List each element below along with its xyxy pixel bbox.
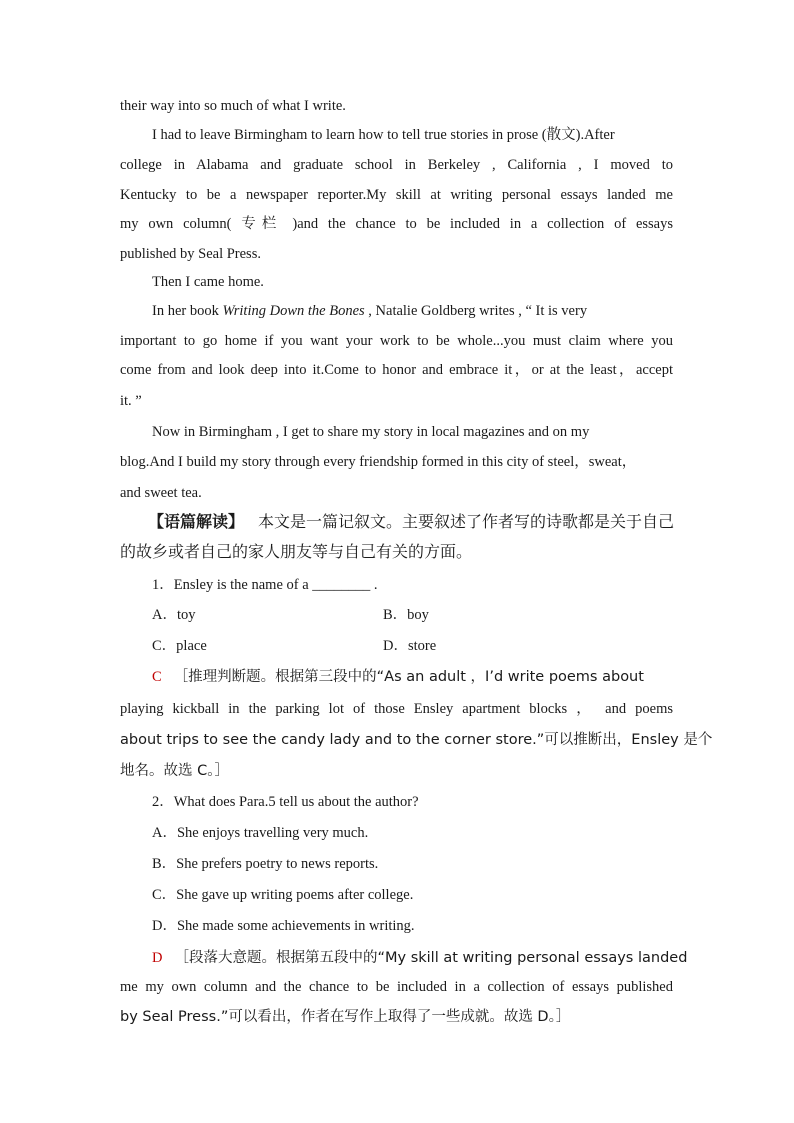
analysis-line bbox=[148, 511, 674, 533]
answer-key: D bbox=[152, 950, 163, 966]
passage-line: Kentucky to be a newspaper reporter.My skill at writing personal essays landed me bbox=[120, 187, 673, 203]
explanation-line: 地名。故选 C。］ bbox=[120, 763, 229, 779]
passage-line: I had to leave Birmingham to learn how to tell true stories in prose (散文).After bbox=[152, 127, 615, 143]
explanation-line: by Seal Press.”可以看出，作者在写作上取得了一些成就。故选 D。］ bbox=[120, 1009, 571, 1025]
explanation-line: playing kickball in the parking lot of those Ensley apartment blocks ， and poems bbox=[120, 701, 673, 717]
explanation-line: me my own column and the chance to be included in a collection of essays published bbox=[120, 979, 673, 995]
option-d: D．store bbox=[383, 638, 437, 654]
question-stem: 1．Ensley is the name of a ________ . bbox=[152, 577, 378, 593]
explanation-line: about trips to see the candy lady and to the corner store.”可以推断出，Ensley 是个 bbox=[120, 732, 713, 748]
passage-line: college in Alabama and graduate school in Berkeley , California , I moved to bbox=[120, 157, 673, 173]
option-a: A．toy bbox=[152, 607, 196, 623]
explanation-text: ［推理判断题。根据第三段中的“As an adult ，I’d write poems about bbox=[173, 669, 644, 685]
passage-line: important to go home if you want your work to be whole...you must claim where you bbox=[120, 333, 673, 349]
answer-line bbox=[152, 947, 687, 969]
book-title: Writing Down the Bones bbox=[222, 303, 365, 319]
option-c: C．She gave up writing poems after college. bbox=[152, 887, 414, 903]
option-b: B．boy bbox=[383, 607, 429, 623]
passage-line: published by Seal Press. bbox=[120, 246, 261, 262]
analysis-label: 【语篇解读】 bbox=[148, 512, 245, 531]
passage-line: and sweet tea. bbox=[120, 485, 202, 501]
passage-line bbox=[152, 300, 587, 322]
analysis-text: 本文是一篇记叙文。主要叙述了作者写的诗歌都是关于自己 bbox=[258, 512, 675, 531]
question-stem: 2．What does Para.5 tell us about the author? bbox=[152, 794, 419, 810]
option-a: A．She enjoys travelling very much. bbox=[152, 825, 369, 841]
option-d: D．She made some achievements in writing. bbox=[152, 918, 415, 934]
passage-text: In her book bbox=[152, 303, 223, 319]
explanation-text: ［段落大意题。根据第五段中的“My skill at writing personal essays landed bbox=[174, 950, 688, 966]
option-c: C．place bbox=[152, 638, 207, 654]
passage-line: Now in Birmingham , I get to share my story in local magazines and on my bbox=[152, 424, 590, 440]
passage-line: their way into so much of what I write. bbox=[120, 98, 346, 114]
passage-line: blog.And I build my story through every friendship formed in this city of steel，sweat， bbox=[120, 454, 637, 470]
answer-key: C bbox=[152, 669, 162, 685]
answer-line bbox=[152, 666, 644, 688]
passage-line: Then I came home. bbox=[152, 274, 264, 290]
passage-line: come from and look deep into it.Come to honor and embrace it，or at the least，accept bbox=[120, 362, 673, 378]
passage-text: , Natalie Goldberg writes , “ It is very bbox=[364, 303, 588, 319]
analysis-line: 的故乡或者自己的家人朋友等与自己有关的方面。 bbox=[120, 542, 473, 561]
passage-line: my own column( 专栏 )and the chance to be included in a collection of essays bbox=[120, 216, 673, 232]
option-b: B．She prefers poetry to news reports. bbox=[152, 856, 379, 872]
passage-line: it. ” bbox=[120, 393, 142, 409]
